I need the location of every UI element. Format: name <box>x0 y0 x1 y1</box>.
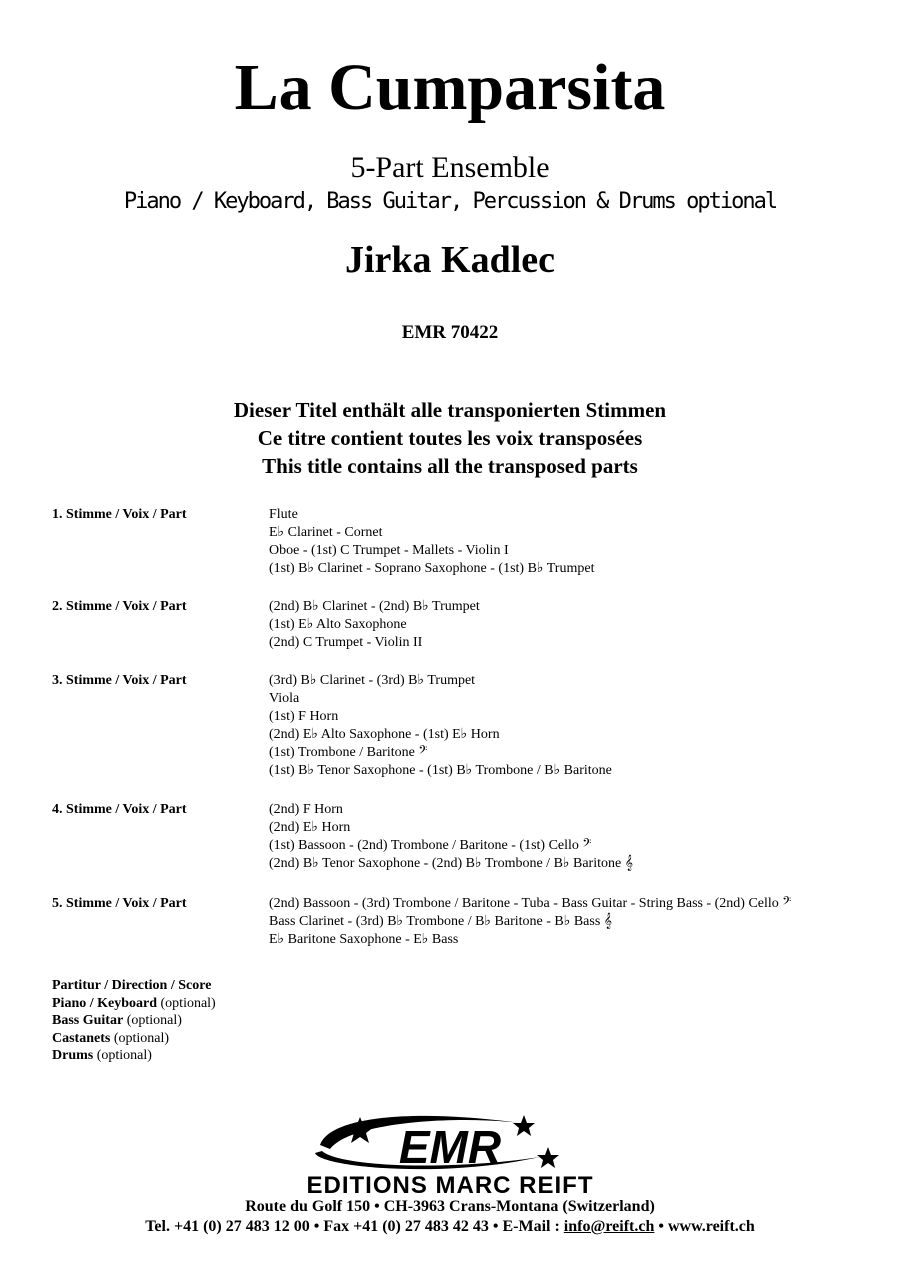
part-instrument-list <box>269 801 633 873</box>
extra-item: Castanets (optional) <box>52 1030 170 1046</box>
instrument-line: E♭ Clarinet - Cornet <box>269 525 383 540</box>
part-label: 4. Stimme / Voix / Part <box>52 802 187 817</box>
page-title: La Cumparsita <box>234 51 666 124</box>
instrumentation-line: Piano / Keyboard, Bass Guitar, Percussion & Drums optional <box>123 189 777 214</box>
star-icon <box>513 1115 535 1136</box>
notice-english: This title contains all the transposed parts <box>262 454 638 478</box>
instrument-line: Viola <box>269 691 300 706</box>
instrument-line: (1st) Trombone / Baritone 𝄢 <box>269 745 428 760</box>
part-label: 2. Stimme / Voix / Part <box>52 599 187 614</box>
part-label: 1. Stimme / Voix / Part <box>52 507 187 522</box>
instrument-line: (2nd) E♭ Horn <box>269 820 351 835</box>
part-label: 5. Stimme / Voix / Part <box>52 896 187 911</box>
instrument-line: (2nd) B♭ Tenor Saxophone - (2nd) B♭ Trombone / B♭ Baritone 𝄞 <box>269 856 633 871</box>
instrument-line: Oboe - (1st) C Trumpet - Mallets - Violin I <box>269 543 509 558</box>
email-link[interactable]: info@reift.ch <box>563 1218 655 1235</box>
notice-french: Ce titre contient toutes les voix transposées <box>257 426 643 450</box>
part-instrument-list <box>269 672 612 780</box>
extra-item: Drums (optional) <box>52 1048 152 1063</box>
instrument-line: (1st) B♭ Clarinet - Soprano Saxophone - (1st) B♭ Trumpet <box>269 561 595 576</box>
svg-text:EDITIONS MARC REIFT: EDITIONS MARC REIFT <box>306 1172 594 1195</box>
instrument-line: (3rd) B♭ Clarinet - (3rd) B♭ Trumpet <box>269 673 476 688</box>
catalog-number: EMR 70422 <box>401 322 499 343</box>
instrument-line: Bass Clarinet - (3rd) B♭ Trombone / B♭ Baritone - B♭ Bass 𝄞 <box>269 914 613 929</box>
instrument-line: (2nd) B♭ Clarinet - (2nd) B♭ Trumpet <box>269 599 480 614</box>
instrument-line: (2nd) F Horn <box>269 802 343 817</box>
composer-name: Jirka Kadlec <box>344 239 556 281</box>
additional-parts-list <box>52 977 216 1065</box>
instrument-line: (1st) Bassoon - (2nd) Trombone / Baritone - (1st) Cello 𝄢 <box>269 838 592 853</box>
emr-logo <box>300 1105 600 1195</box>
svg-text:EMR: EMR <box>398 1121 502 1173</box>
ensemble-subtitle: 5-Part Ensemble <box>350 151 550 184</box>
part-instrument-list <box>269 506 594 578</box>
instrument-line: (2nd) E♭ Alto Saxophone - (1st) E♭ Horn <box>269 727 500 742</box>
publisher-address: Route du Golf 150 • CH-3963 Crans-Montana (Switzerland) <box>245 1198 655 1215</box>
instrument-line: (1st) F Horn <box>269 709 339 724</box>
instrument-line: E♭ Baritone Saxophone - E♭ Bass <box>269 932 459 947</box>
publisher-contact: Tel. +41 (0) 27 483 12 00 • Fax +41 (0) 27 483 42 43 • E-Mail : info@reift.ch • www.reift.ch <box>145 1218 755 1235</box>
star-icon <box>537 1147 559 1168</box>
extra-item: Piano / Keyboard (optional) <box>52 995 216 1011</box>
instrument-line: (2nd) C Trumpet - Violin II <box>269 635 423 650</box>
notice-german: Dieser Titel enthält alle transponierten Stimmen <box>233 398 667 422</box>
instrument-line: Flute <box>269 507 298 522</box>
transposed-parts-notice <box>0 396 900 480</box>
instrument-line: (1st) B♭ Tenor Saxophone - (1st) B♭ Trombone / B♭ Baritone <box>269 763 612 778</box>
instrument-line: (1st) E♭ Alto Saxophone <box>269 617 407 632</box>
part-instrument-list <box>269 895 791 949</box>
extra-item: Bass Guitar (optional) <box>52 1013 182 1028</box>
part-instrument-list <box>269 598 480 652</box>
instrument-line: (2nd) Bassoon - (3rd) Trombone / Baritone - Tuba - Bass Guitar - String Bass - (2nd) Cello 𝄢 <box>269 896 792 911</box>
part-label: 3. Stimme / Voix / Part <box>52 673 187 688</box>
extra-item: Partitur / Direction / Score <box>52 978 212 993</box>
